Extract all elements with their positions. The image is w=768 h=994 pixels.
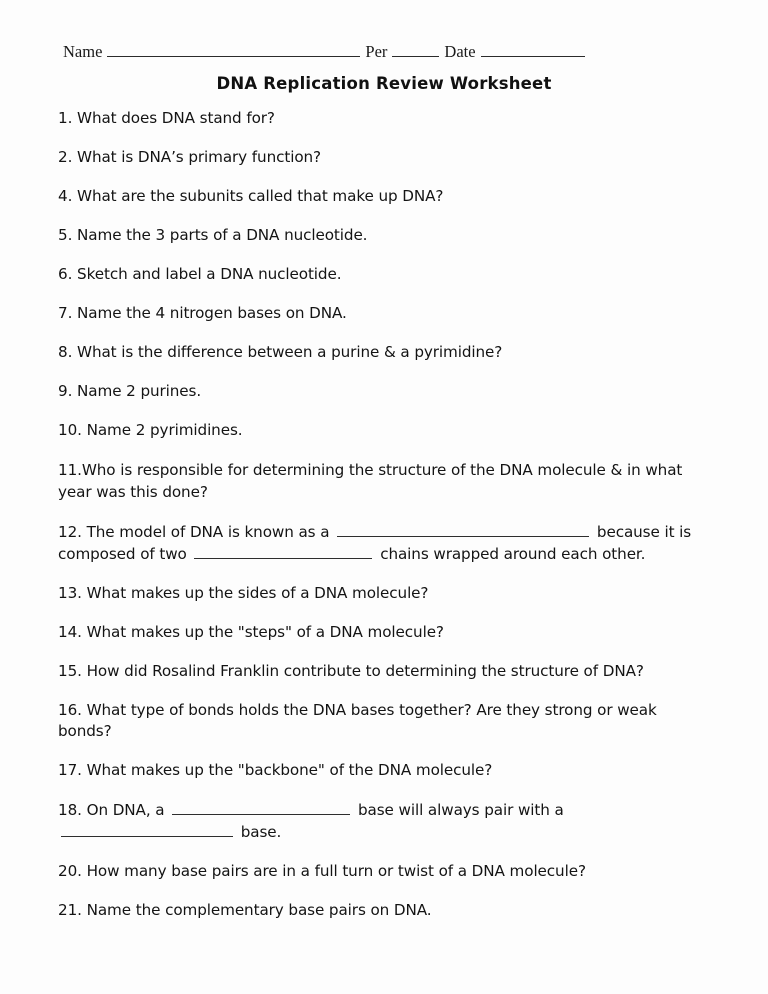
question-number: 7. bbox=[58, 304, 73, 322]
question-number: 18. bbox=[58, 801, 82, 819]
question-text: Name the 4 nitrogen bases on DNA. bbox=[77, 304, 347, 322]
answer-blank-1[interactable] bbox=[337, 524, 589, 537]
question-text: What makes up the sides of a DNA molecule? bbox=[86, 584, 429, 602]
question-item bbox=[58, 186, 694, 207]
question-item bbox=[58, 381, 694, 402]
question-number: 6. bbox=[58, 265, 73, 283]
question-text: Sketch and label a DNA nucleotide. bbox=[77, 265, 342, 283]
question-number: 16. bbox=[58, 701, 82, 719]
fill-in-question-12 bbox=[58, 521, 694, 565]
question-item bbox=[58, 700, 694, 742]
question-item bbox=[58, 420, 694, 441]
period-input-blank[interactable] bbox=[392, 42, 439, 57]
question-text: How did Rosalind Franklin contribute to determining the structure of DNA? bbox=[86, 662, 644, 680]
question-number: 11. bbox=[58, 461, 82, 479]
question-text: Who is responsible for determining the structure of the DNA molecule & in what year was this done? bbox=[58, 461, 683, 501]
fill-in-question-18 bbox=[58, 799, 694, 843]
question-text: What are the subunits called that make up DNA? bbox=[77, 187, 444, 205]
page-title: DNA Replication Review Worksheet bbox=[216, 74, 552, 93]
question-number: 10. bbox=[58, 421, 82, 439]
question-text: What makes up the "steps" of a DNA molecule? bbox=[86, 623, 444, 641]
question-number: 9. bbox=[58, 382, 73, 400]
question-item bbox=[58, 661, 694, 682]
question-text: What is the difference between a purine & a pyrimidine? bbox=[77, 343, 503, 361]
question-text: What type of bonds holds the DNA bases together? Are they strong or weak bonds? bbox=[58, 701, 657, 740]
question-number: 2. bbox=[58, 148, 73, 166]
question-text: What does DNA stand for? bbox=[77, 109, 275, 127]
question-number: 21. bbox=[58, 901, 82, 919]
question-text: Name 2 purines. bbox=[77, 382, 202, 400]
period-label: Per bbox=[365, 42, 388, 61]
question-text-part3: chains wrapped around each other. bbox=[380, 545, 646, 563]
question-number: 20. bbox=[58, 862, 82, 880]
question-text-part1: The model of DNA is known as a bbox=[86, 523, 330, 541]
question-number: 4. bbox=[58, 187, 73, 205]
date-label: Date bbox=[444, 42, 476, 61]
question-text: What is DNA’s primary function? bbox=[77, 148, 322, 166]
question-text-part1: On DNA, a bbox=[86, 801, 165, 819]
question-text-part3: base. bbox=[240, 823, 282, 841]
question-item bbox=[58, 147, 694, 168]
question-number: 1. bbox=[58, 109, 73, 127]
question-text-part2: base will always pair with a bbox=[357, 801, 564, 819]
question-item bbox=[58, 583, 694, 604]
student-info-row bbox=[63, 42, 703, 62]
question-item bbox=[58, 900, 694, 921]
question-list bbox=[58, 108, 694, 921]
question-number: 8. bbox=[58, 343, 73, 361]
question-number: 17. bbox=[58, 761, 82, 779]
question-item bbox=[58, 760, 694, 781]
question-item bbox=[58, 264, 694, 285]
question-item bbox=[58, 225, 694, 246]
question-item bbox=[58, 342, 694, 363]
question-item bbox=[58, 459, 694, 503]
question-number: 5. bbox=[58, 226, 73, 244]
question-item bbox=[58, 303, 694, 324]
name-input-blank[interactable] bbox=[107, 42, 360, 57]
question-number: 14. bbox=[58, 623, 82, 641]
question-number: 15. bbox=[58, 662, 82, 680]
question-item bbox=[58, 861, 694, 882]
question-item bbox=[58, 622, 694, 643]
question-text: What makes up the "backbone" of the DNA molecule? bbox=[86, 761, 493, 779]
question-text: Name 2 pyrimidines. bbox=[86, 421, 243, 439]
name-label: Name bbox=[63, 42, 103, 61]
question-text: Name the 3 parts of a DNA nucleotide. bbox=[77, 226, 368, 244]
question-text: How many base pairs are in a full turn or twist of a DNA molecule? bbox=[86, 862, 586, 880]
date-input-blank[interactable] bbox=[481, 42, 585, 57]
question-number: 12. bbox=[58, 523, 82, 541]
question-item bbox=[58, 108, 694, 129]
question-number: 13. bbox=[58, 584, 82, 602]
answer-blank-1[interactable] bbox=[172, 802, 350, 815]
answer-blank-2[interactable] bbox=[61, 824, 233, 837]
answer-blank-2[interactable] bbox=[194, 546, 372, 559]
question-text: Name the complementary base pairs on DNA. bbox=[86, 901, 432, 919]
question-text-part2: because it is composed of two bbox=[58, 523, 692, 563]
